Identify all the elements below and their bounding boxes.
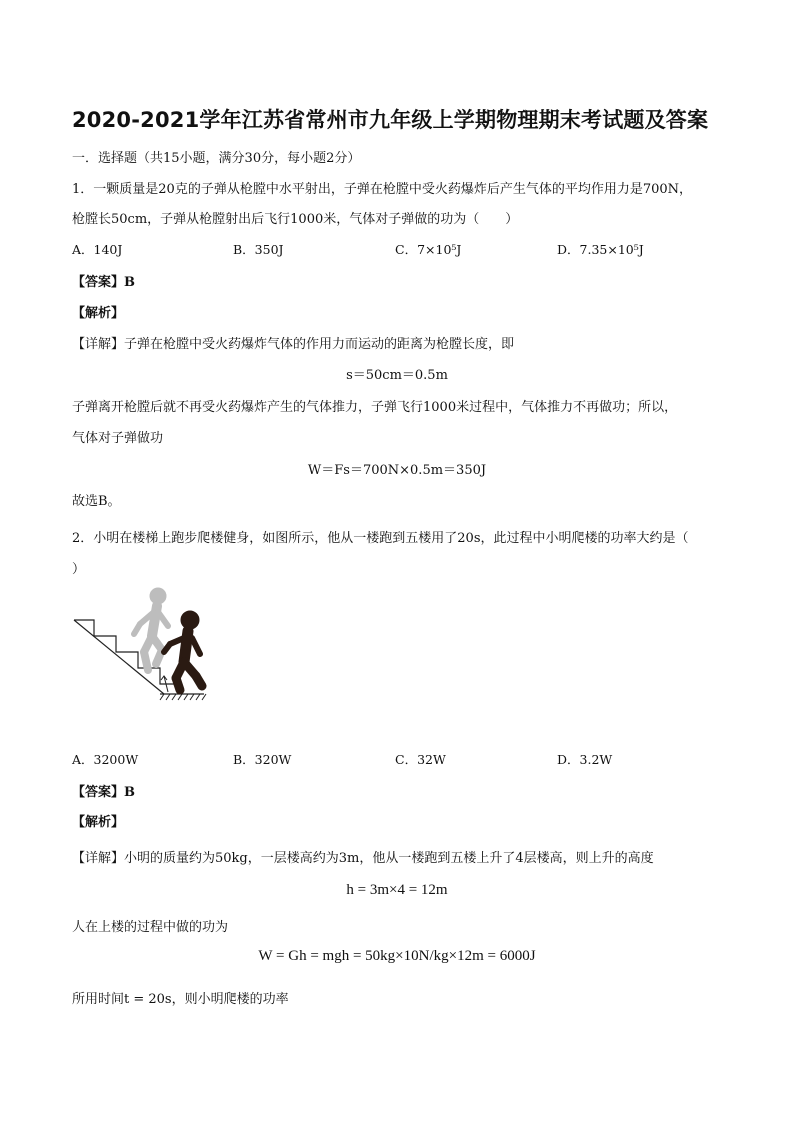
q2-formula-height: h = 3m×4 = 12m — [346, 882, 448, 898]
q2-stem-line2: ） — [72, 562, 86, 577]
q2-detail: 【详解】小明的质量约为50kg，一层楼高约为3m，他从一楼跑到五楼上升了4层楼高，则上升的高度 — [72, 851, 654, 866]
q2-detail-line3: 所用时间t = 20s，则小明爬楼的功率 — [72, 992, 289, 1007]
q1-detail-line2: 子弹离开枪膛后就不再受火药爆炸产生的气体推力，子弹飞行1000米过程中，气体推力不再做功；所以， — [72, 400, 678, 415]
q2-detail-line2: 人在上楼的过程中做的功为 — [72, 920, 229, 935]
q2-formula-work: W = Gh = mgh = 50kg×10N/kg×12m = 6000J — [258, 948, 536, 964]
q2-stem-line1: 2．小明在楼梯上跑步爬楼健身，如图所示，他从一楼跑到五楼用了20s，此过程中小明爬楼的功率大约是（ — [72, 531, 689, 546]
q1-option-d: D．7.35×10⁵J — [557, 242, 644, 257]
q1-stem-line2: 枪膛长50cm，子弹从枪膛射出后飞行1000米，气体对子弹做的功为（ ） — [72, 212, 519, 227]
q2-option-b: B．320W — [233, 752, 292, 767]
q1-analysis-label: 【解析】 — [72, 306, 125, 321]
stair-climbing-illustration — [72, 584, 212, 706]
q2-option-d: D．3.2W — [557, 752, 613, 767]
q1-stem-line1: 1．一颗质量是20克的子弹从枪膛中水平射出，子弹在枪膛中受火药爆炸后产生气体的平均作用力是700N， — [72, 182, 693, 197]
q2-option-c: C．32W — [395, 752, 446, 767]
q1-conclusion: 故选B。 — [72, 494, 121, 509]
q1-option-b: B．350J — [233, 242, 284, 257]
section-heading: 一．选择题（共15小题，满分30分，每小题2分） — [72, 151, 361, 166]
page-title: 2020-2021学年江苏省常州市九年级上学期物理期末考试题及答案 — [72, 108, 709, 132]
q1-detail-line3: 气体对子弹做功 — [72, 431, 164, 446]
q1-formula-distance: s＝50cm＝0.5m — [346, 368, 448, 383]
q1-answer: 【答案】B — [72, 275, 135, 290]
q2-answer: 【答案】B — [72, 785, 135, 800]
q1-option-c: C．7×10⁵J — [395, 242, 462, 257]
q2-option-a: A．3200W — [72, 752, 139, 767]
q1-detail: 【详解】子弹在枪膛中受火药爆炸气体的作用力而运动的距离为枪膛长度，即 — [72, 337, 515, 352]
q1-option-a: A．140J — [72, 242, 123, 257]
q2-analysis-label: 【解析】 — [72, 815, 125, 830]
q1-formula-work: W＝Fs＝700N×0.5m＝350J — [307, 463, 487, 478]
